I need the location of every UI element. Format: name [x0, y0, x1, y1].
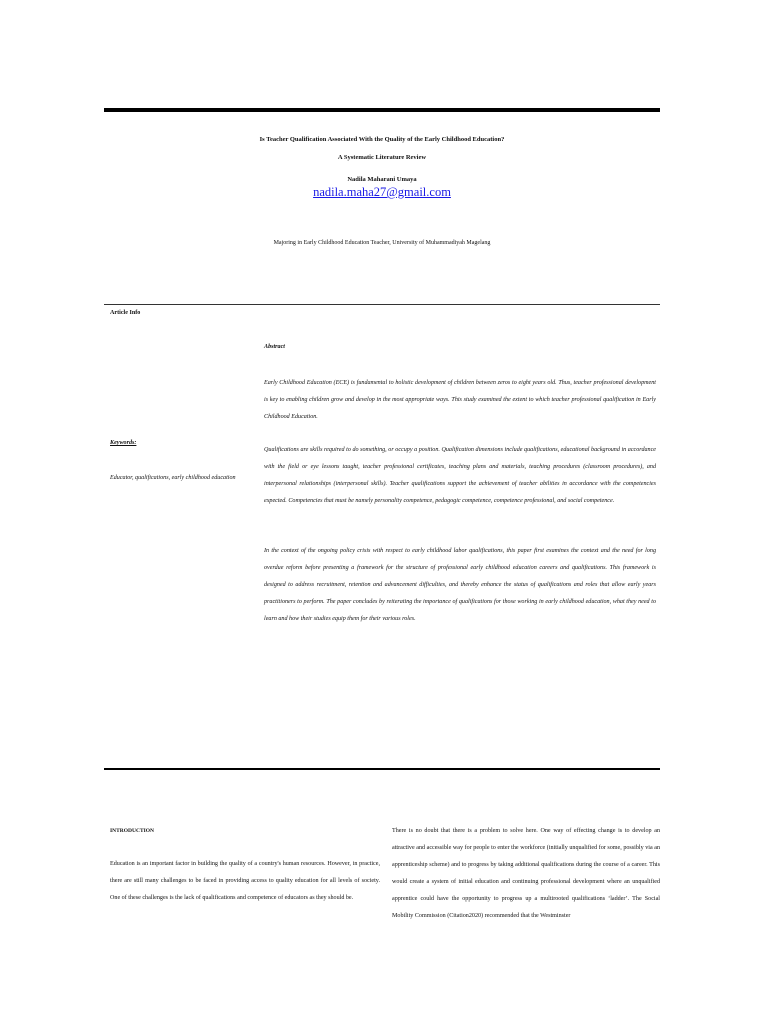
author-email-link[interactable]: nadila.maha27@gmail.com: [313, 185, 451, 199]
abstract-heading: Abstract: [264, 344, 285, 350]
section-divider-rule: [104, 768, 660, 770]
introduction-heading: INTRODUCTION: [110, 828, 155, 834]
abstract-paragraph-2: Qualifications are skills required to do something, or occupy a position. Qualification dimensions include qualifications, educational background in accordance with the field or eye lessons taught, teacher professional certificates, teaching plans and materials, teaching procedures (classroom procedures), and interpersonal relationships (interpersonal skills). Teacher qualifications support the achievement of teacher abilities in accordance with the competencies expected. Competencies that must be namely personality competence, pedagogic competence, competence professional, and social competence.: [264, 447, 656, 504]
abstract-paragraph-1: Early Childhood Education (ECE) is fundamental to holistic development of children between zeros to eight years old. Thus, teacher professional development is key to enabling children grow and develop in the most appropriate ways. This study examined the extent to which teacher professional qualification in Early Childhood Education.: [264, 380, 656, 420]
article-info-rule: [104, 304, 660, 305]
abstract-paragraph-3: In the context of the ongoing policy crisis with respect to early childhood labor qualifications, this paper first examines the context and the need for long overdue reform before presenting a framework for the structure of professional early childhood education careers and qualifications. This framework is designed to address recruitment, retention and advancement difficulties, and thereby enhance the status of qualifications and roles that allow early years practitioners to perform. The paper concludes by reiterating the importance of qualifications for those working in early childhood education, what they need to learn and how their studies equip them for their various roles.: [264, 548, 656, 622]
keywords-label: Keywords:: [110, 440, 137, 446]
author-name: Nadila Maharani Umaya: [347, 176, 417, 183]
author-affiliation: Majoring in Early Childhood Education Teacher, University of Muhammadiyah Magelang: [273, 240, 491, 246]
introduction-left-paragraph: Education is an important factor in building the quality of a country's human resources. However, in practice, there are still many challenges to be faced in providing access to quality education for all levels of society. One of these challenges is the lack of qualifications and competence of educators as they should be.: [110, 861, 380, 901]
introduction-right-paragraph: There is no doubt that there is a problem to solve here. One way of effecting change is to develop an attractive and accessible way for people to enter the workforce (initially unqualified for some, possibly via an apprenticeship scheme) and to progress by taking additional qualifications during the course of a career. This would create a system of initial education and continuing professional development where an unqualified apprentice could have the opportunity to progress up a multirooted qualifications ‘ladder’. The Social Mobility Commission (Citation2020) recommended that the Westminster: [392, 828, 660, 919]
keywords-list: Educator, qualifications, early childhood education: [110, 475, 236, 481]
article-info-label: Article Info: [110, 310, 141, 316]
top-rule: [104, 108, 660, 112]
paper-title: Is Teacher Qualification Associated With the Quality of the Early Childhood Education?: [259, 136, 505, 143]
paper-subtitle: A Systematic Literature Review: [337, 154, 427, 161]
